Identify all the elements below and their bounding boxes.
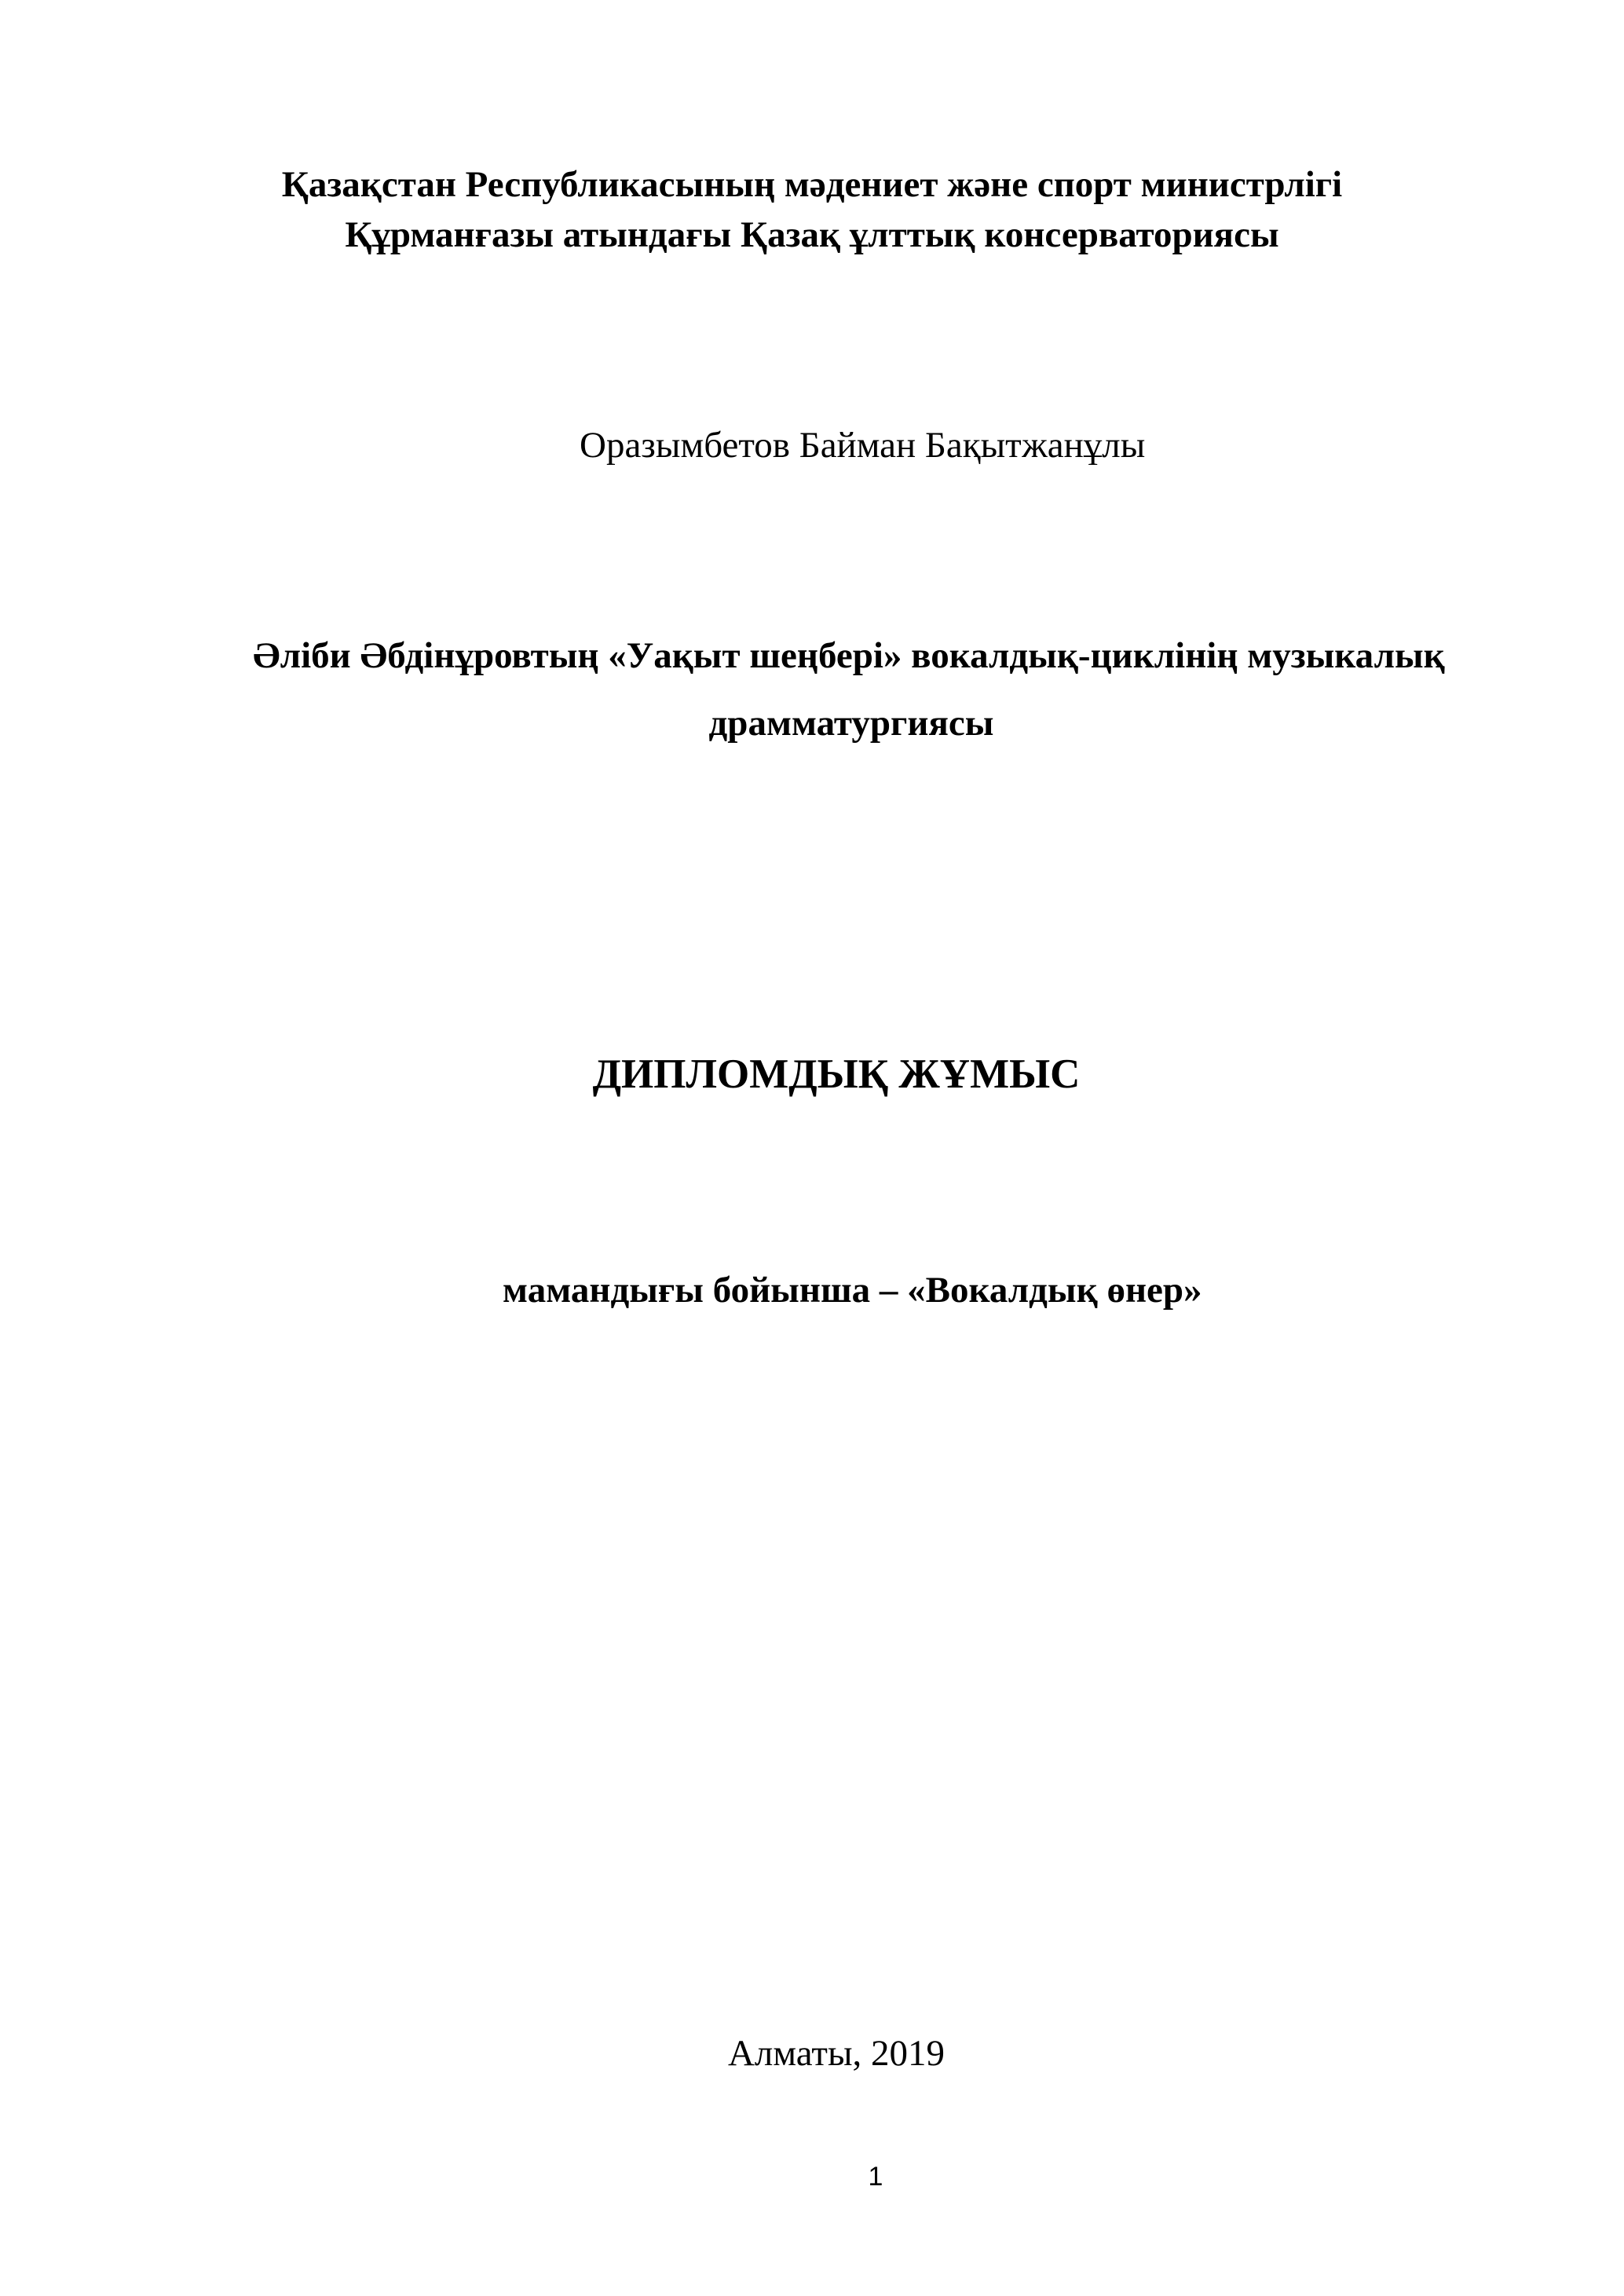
- thesis-title-line-1: Әліби Әбдінұровтың «Уақыт шеңбері» вокалдық-циклінің музыкалық: [253, 635, 1445, 676]
- document-type: ДИПЛОМДЫҚ ЖҰМЫС: [592, 1051, 1081, 1097]
- ministry-heading: Қазақстан Республикасының мәдениет және спорт министрлігі: [281, 164, 1343, 205]
- specialty-line: мамандығы бойынша – «Вокалдық өнер»: [503, 1270, 1202, 1311]
- thesis-title-line-2: драмматургиясы: [708, 703, 994, 744]
- conservatory-heading: Құрманғазы атындағы Қазақ ұлттық консерваториясы: [345, 214, 1279, 255]
- page-number: 1: [868, 2162, 883, 2192]
- city-year: Алматы, 2019: [727, 2033, 946, 2074]
- author-name: Оразымбетов Байман Бақытжанұлы: [580, 425, 1146, 466]
